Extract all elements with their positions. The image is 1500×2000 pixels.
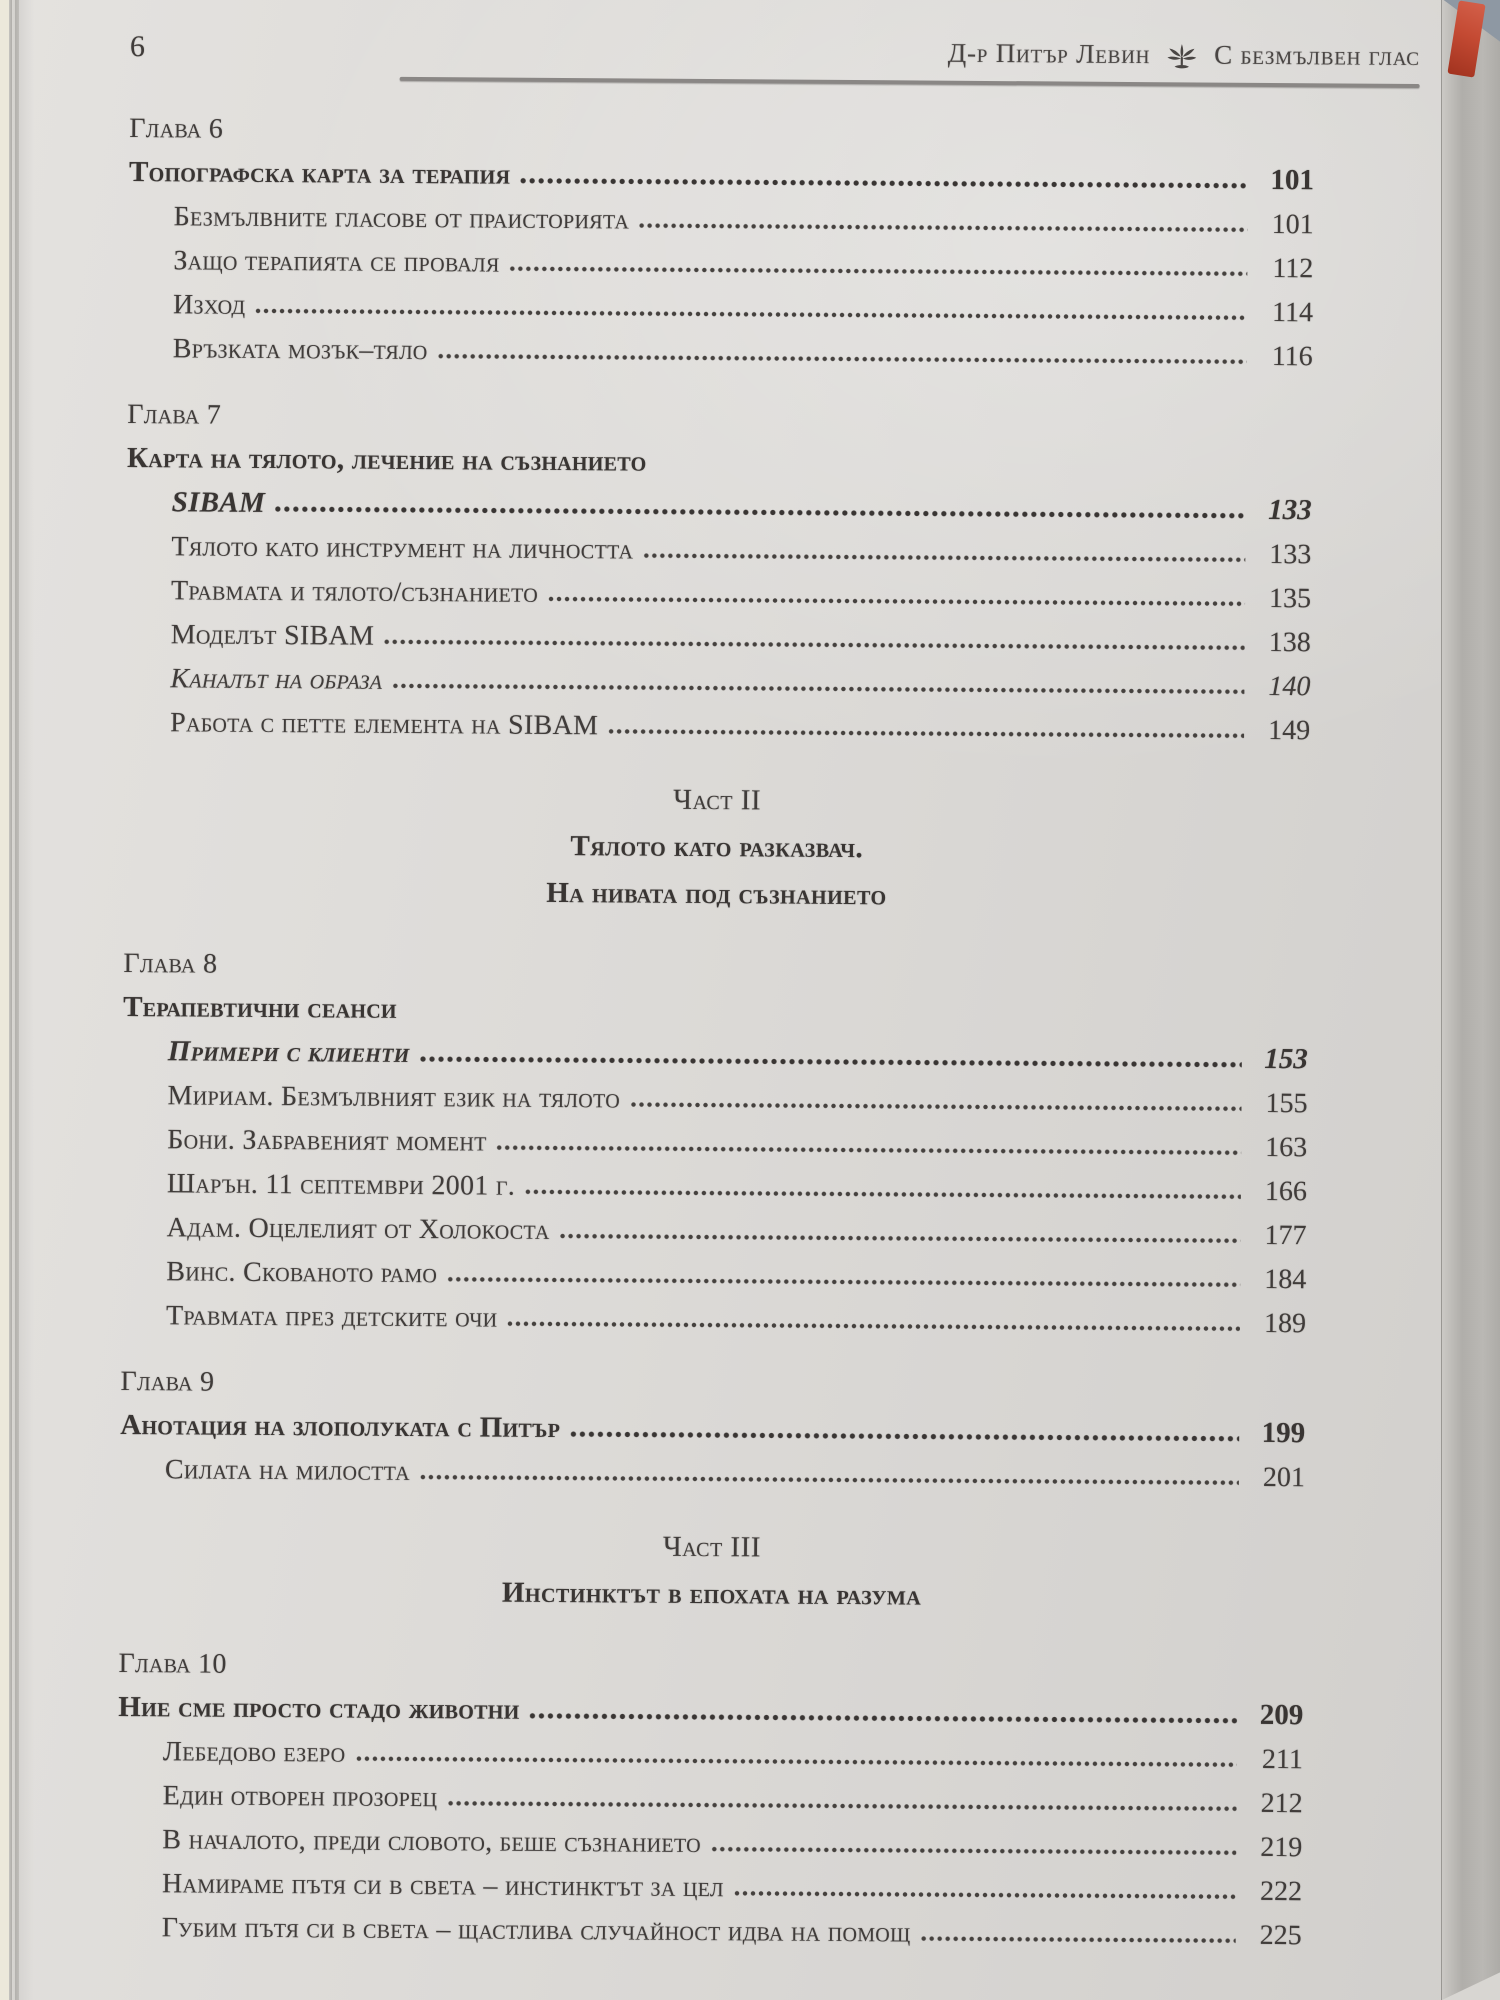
toc-entry xyxy=(122,1111,1307,1163)
dot-leader xyxy=(570,1430,1239,1442)
toc-page-number: 140 xyxy=(1268,670,1311,702)
toc-page-number: 149 xyxy=(1268,714,1311,746)
part-heading-line: Част II xyxy=(673,783,762,816)
toc-entry-text: Връзката мозък–тяло xyxy=(172,332,428,366)
dot-leader xyxy=(608,728,1244,738)
toc-entry xyxy=(120,1441,1305,1493)
toc-entry-text: Травмата и тялото/съзнанието xyxy=(170,574,539,609)
toc-entry-text: Ние сме просто стадо животни xyxy=(118,1690,520,1726)
part-heading xyxy=(124,772,1310,921)
toc-entry xyxy=(118,1767,1303,1819)
toc-entry-text: Един отворен прозорец xyxy=(162,1779,438,1813)
toc-page-number: 163 xyxy=(1265,1131,1308,1163)
toc-entry-text: Адам. Оцелелият от Холокоста xyxy=(166,1211,550,1246)
dot-leader xyxy=(734,1890,1236,1900)
toc-page-number: 101 xyxy=(1270,163,1315,196)
table-of-contents xyxy=(117,100,1315,1951)
toc-page-number: 101 xyxy=(1271,208,1314,240)
chapter-label-text: Глава 6 xyxy=(129,112,224,145)
toc-entry-text: Изход xyxy=(172,288,246,321)
toc-page-number: 116 xyxy=(1271,340,1313,372)
toc-entry-text: Карта на тялото, лечение на съзнанието xyxy=(126,441,647,478)
page-gutter-fold xyxy=(0,0,34,2000)
toc-entry xyxy=(127,430,1312,482)
part-heading-line: Част III xyxy=(662,1530,762,1563)
toc-entry xyxy=(128,232,1313,284)
dot-leader xyxy=(525,1188,1241,1199)
toc-entry-text: Безмълвните гласове от праисторията xyxy=(173,200,630,235)
toc-page-number: 211 xyxy=(1261,1743,1304,1775)
toc-page-number: 199 xyxy=(1261,1416,1306,1449)
fleuron-icon xyxy=(1164,41,1200,75)
toc-entry-text: Анотация на злополуката с Питър xyxy=(120,1408,561,1444)
toc-entry xyxy=(126,518,1311,570)
toc-entry-text: Губим пътя си в света – щастлива случайност идва на помощ xyxy=(161,1911,911,1948)
dot-leader xyxy=(275,505,1246,519)
toc-entry xyxy=(128,320,1313,372)
toc-entry xyxy=(126,606,1311,658)
toc-entry-text: Терапевтични сеанси xyxy=(123,990,397,1025)
toc-entry-text: Травмата през детските очи xyxy=(165,1299,498,1334)
running-head-book-title: С безмълвен глас xyxy=(1214,39,1420,72)
toc-page-number: 133 xyxy=(1268,493,1312,526)
dot-leader xyxy=(497,1144,1242,1155)
header-rule xyxy=(400,76,1420,87)
toc-page-number: 155 xyxy=(1265,1087,1308,1119)
dot-leader xyxy=(530,1711,1238,1723)
dot-leader xyxy=(507,1320,1240,1331)
dot-leader xyxy=(447,1276,1240,1288)
dot-leader xyxy=(509,265,1247,276)
toc-entry xyxy=(117,1811,1302,1863)
toc-page-number: 166 xyxy=(1264,1175,1308,1207)
toc-entry xyxy=(123,1023,1308,1075)
toc-entry-text: Силата на милостта xyxy=(164,1453,411,1487)
toc-page-number: 209 xyxy=(1259,1698,1304,1731)
dot-leader xyxy=(630,1101,1242,1111)
toc-page-number: 212 xyxy=(1260,1787,1303,1819)
toc-entry xyxy=(122,1199,1307,1251)
toc-entry xyxy=(117,1899,1302,1951)
toc-page-number: 222 xyxy=(1259,1875,1303,1907)
dot-leader xyxy=(392,682,1244,694)
toc-entry xyxy=(125,650,1310,702)
toc-page-number: 201 xyxy=(1262,1461,1306,1493)
toc-entry xyxy=(120,1397,1305,1449)
chapter-label-text: Глава 9 xyxy=(120,1365,215,1398)
toc-entry-text: Моделът SIBAM xyxy=(170,618,375,652)
toc-entry-text: Каналът на образа xyxy=(170,662,383,696)
chapter-label-text: Глава 8 xyxy=(123,947,218,980)
toc-entry-text: Бони. Забравеният момент xyxy=(167,1123,487,1158)
toc-entry-text: Лебедово езеро xyxy=(162,1735,346,1769)
toc-entry-text: Топографска карта за терапия xyxy=(128,155,511,191)
toc-page-number: 138 xyxy=(1268,626,1311,658)
toc-entry-text: SIBAM xyxy=(171,485,266,519)
toc-entry-text: В началото, преди словото, беше съзнанието xyxy=(162,1823,702,1859)
toc-entry xyxy=(129,188,1314,240)
toc-page-number: 133 xyxy=(1269,538,1312,570)
running-head xyxy=(130,30,1420,74)
dot-leader xyxy=(420,1474,1239,1486)
dot-leader xyxy=(921,1935,1236,1943)
toc-entry xyxy=(121,1243,1306,1295)
toc-entry xyxy=(122,1155,1307,1207)
toc-page xyxy=(117,30,1420,1952)
part-heading-line: На нивата под съзнанието xyxy=(546,876,887,911)
dot-leader xyxy=(355,1755,1237,1767)
toc-page-number: 184 xyxy=(1264,1263,1307,1295)
toc-entry-text: Работа с петте елемента на SIBAM xyxy=(170,706,599,741)
chapter-label-text: Глава 7 xyxy=(127,398,222,431)
dot-leader xyxy=(548,595,1245,606)
dot-leader xyxy=(384,638,1245,650)
toc-entry-text: Шарън. 11 септември 2001 г. xyxy=(166,1167,516,1202)
toc-entry xyxy=(123,979,1308,1031)
toc-entry-text: Тялото като инструмент на личността xyxy=(171,530,634,566)
dot-leader xyxy=(643,552,1245,562)
page-number: 6 xyxy=(129,30,145,64)
dot-leader xyxy=(438,353,1247,365)
dot-leader xyxy=(711,1846,1236,1856)
toc-entry xyxy=(125,694,1310,746)
dot-leader xyxy=(520,176,1248,188)
toc-entry xyxy=(118,1723,1303,1775)
part-heading-line: Инстинктът в епохата на разума xyxy=(501,1576,922,1612)
toc-entry xyxy=(121,1287,1306,1339)
toc-page-number: 177 xyxy=(1264,1219,1307,1251)
dot-leader xyxy=(560,1233,1241,1244)
toc-entry-text: Винс. Скованото рамо xyxy=(166,1255,438,1289)
toc-page-number: 114 xyxy=(1271,296,1314,328)
book-page-edge xyxy=(1442,0,1500,2000)
toc-page-number: 153 xyxy=(1264,1042,1308,1075)
toc-entry-text: Мириам. Безмълвният език на тялото xyxy=(167,1079,621,1114)
dot-leader xyxy=(419,1055,1241,1068)
toc-entry xyxy=(117,1855,1302,1907)
toc-page-number: 112 xyxy=(1272,252,1314,284)
toc-entry-text: Защо терапията се проваля xyxy=(173,244,500,279)
running-head-author: Д-р Питър Левин xyxy=(947,37,1151,70)
toc-page-number: 219 xyxy=(1260,1831,1303,1863)
part-heading xyxy=(119,1519,1305,1621)
toc-entry xyxy=(118,1679,1303,1731)
toc-page-number: 135 xyxy=(1268,582,1312,614)
toc-entry-text: Намираме пътя си в света – инстинктът за цел xyxy=(161,1867,724,1903)
toc-page-number: 189 xyxy=(1263,1307,1307,1339)
dot-leader xyxy=(447,1800,1236,1812)
toc-entry xyxy=(122,1067,1307,1119)
dot-leader xyxy=(255,307,1247,320)
dot-leader xyxy=(639,222,1248,232)
chapter-label-text: Глава 10 xyxy=(118,1647,227,1680)
toc-entry xyxy=(129,144,1314,196)
toc-page-number: 225 xyxy=(1259,1919,1302,1951)
toc-entry-text: Примери с клиенти xyxy=(167,1034,410,1069)
running-head-right xyxy=(948,36,1420,73)
toc-entry xyxy=(126,562,1311,614)
part-heading-line: Тялото като разказвач. xyxy=(570,829,864,864)
